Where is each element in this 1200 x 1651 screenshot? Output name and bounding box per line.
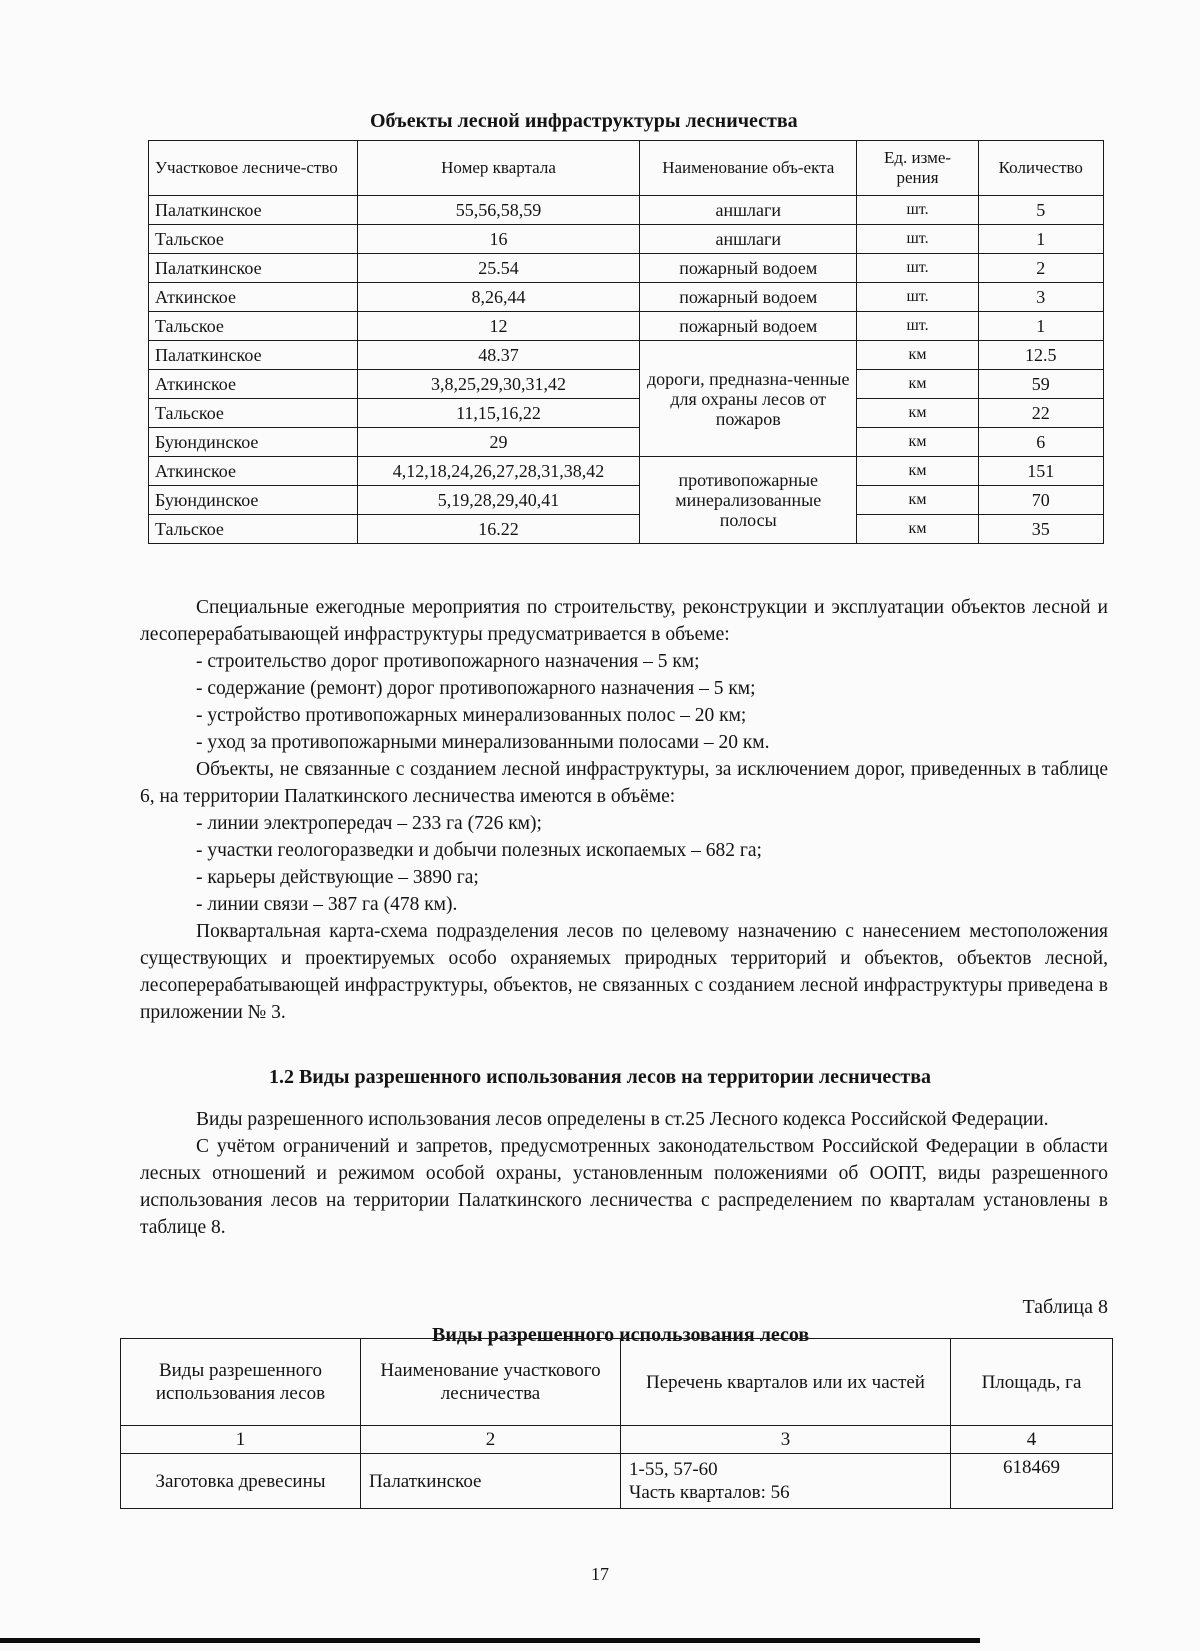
table-row: [149, 196, 1104, 225]
cell-object-merged: противопожарные минерализованные полосы: [640, 457, 857, 544]
cell-quarter: 29: [357, 428, 639, 457]
cell-quantity: 59: [978, 370, 1103, 399]
cell-district: Тальское: [149, 399, 358, 428]
cell-quarter: 4,12,18,24,26,27,28,31,38,42: [357, 457, 639, 486]
table-row: [149, 254, 1104, 283]
cell-unit: шт.: [857, 312, 978, 341]
table-row: [149, 225, 1104, 254]
header-object: Наименование объ-екта: [640, 141, 857, 196]
col-number: 2: [361, 1426, 621, 1454]
cell-district: Палаткинское: [149, 341, 358, 370]
cell-quantity: 1: [978, 225, 1103, 254]
cell-use-type: Заготовка древесины: [121, 1454, 361, 1509]
cell-quantity: 35: [978, 515, 1103, 544]
table-row: [149, 457, 1104, 486]
cell-district: Тальское: [149, 515, 358, 544]
cell-unit: шт.: [857, 196, 978, 225]
forest-use-table: [120, 1338, 1113, 1509]
list-item: - линии электропередач – 233 га (726 км);: [196, 813, 542, 834]
table-number-label: Таблица 8: [1022, 1296, 1108, 1318]
cell-quantity: 1: [978, 312, 1103, 341]
cell-quarters: [621, 1454, 951, 1509]
header-use-type: Виды разрешенного использования лесов: [121, 1339, 361, 1426]
section-title: 1.2 Виды разрешенного использования лесов на территории лесничества: [268, 1066, 932, 1088]
cell-unit: км: [857, 341, 978, 370]
cell-unit: км: [857, 428, 978, 457]
table-row: [149, 428, 1104, 457]
list-item: - уход за противопожарными минерализованными полосами – 20 км.: [196, 732, 770, 753]
table1-caption: Объекты лесной инфраструктуры лесничества: [370, 110, 798, 132]
list-item: - содержание (ремонт) дорог противопожарного назначения – 5 км;: [196, 678, 756, 699]
cell-quarter: 25.54: [357, 254, 639, 283]
cell-unit: км: [857, 457, 978, 486]
header-area: Площадь, га: [951, 1339, 1113, 1426]
cell-district: Аткинское: [149, 283, 358, 312]
col-number: 3: [621, 1426, 951, 1454]
cell-quantity: 5: [978, 196, 1103, 225]
col-number: 4: [951, 1426, 1113, 1454]
header-district: Участковое лесниче-ство: [149, 141, 358, 196]
cell-district: Буюндинское: [149, 486, 358, 515]
cell-object: пожарный водоем: [640, 254, 857, 283]
cell-object: аншлаги: [640, 225, 857, 254]
table-row: [149, 515, 1104, 544]
header-quarters: Перечень кварталов или их частей: [621, 1339, 951, 1426]
cell-district: Аткинское: [149, 457, 358, 486]
cell-quarter: 55,56,58,59: [357, 196, 639, 225]
table2-caption: Виды разрешенного использования лесов: [432, 1324, 810, 1346]
paragraph: Объекты, не связанные с созданием лесной инфраструктуры, за исключением дорог, приведенных в таблице 6, на территории Палаткинского лесничества имеются в объёме:: [140, 759, 1108, 807]
list-item: - линии связи – 387 га (478 км).: [196, 894, 458, 915]
cell-unit: км: [857, 486, 978, 515]
cell-quantity: 6: [978, 428, 1103, 457]
cell-quantity: 3: [978, 283, 1103, 312]
cell-district: Тальское: [149, 312, 358, 341]
table-row: [149, 370, 1104, 399]
header-unit: Ед. изме-рения: [857, 141, 978, 196]
cell-quantity: 2: [978, 254, 1103, 283]
cell-unit: км: [857, 515, 978, 544]
cell-quantity: 151: [978, 457, 1103, 486]
cell-quarter: 5,19,28,29,40,41: [357, 486, 639, 515]
cell-unit: шт.: [857, 225, 978, 254]
col-number: 1: [121, 1426, 361, 1454]
scan-edge-line: [0, 1638, 980, 1643]
table-row: [121, 1454, 1113, 1509]
cell-quarter: 48.37: [357, 341, 639, 370]
header-district: Наименование участкового лесничества: [361, 1339, 621, 1426]
table-header-row: [149, 141, 1104, 196]
table-row: [149, 312, 1104, 341]
paragraph: Виды разрешенного использования лесов определены в ст.25 Лесного кодекса Российской Федерации.: [196, 1109, 1049, 1130]
cell-district: Тальское: [149, 225, 358, 254]
table-row: [149, 399, 1104, 428]
cell-object-merged: дороги, предназна-ченные для охраны лесов от пожаров: [640, 341, 857, 457]
list-item: - строительство дорог противопожарного назначения – 5 км;: [196, 651, 700, 672]
cell-quarter: 16: [357, 225, 639, 254]
paragraph: Поквартальная карта-схема подразделения лесов по целевому назначению с нанесением местоположения существующих и проектируемых особо охраняемых природных территорий и объектов, объектов лесной, лесоперерабатывающей инфраструктуры, объектов, не связанных с созданием лесной инфраструктуры приведена в приложении № 3.: [140, 921, 1108, 1023]
list-item: - участки геологоразведки и добычи полезных ископаемых – 682 га;: [196, 840, 762, 861]
table-row: [149, 486, 1104, 515]
quarters-line: Часть кварталов: 56: [629, 1482, 790, 1503]
cell-quantity: 22: [978, 399, 1103, 428]
cell-unit: шт.: [857, 254, 978, 283]
cell-quarter: 11,15,16,22: [357, 399, 639, 428]
list-item: - карьеры действующие – 3890 га;: [196, 867, 479, 888]
cell-quarter: 3,8,25,29,30,31,42: [357, 370, 639, 399]
header-quantity: Количество: [978, 141, 1103, 196]
cell-unit: шт.: [857, 283, 978, 312]
cell-quantity: 12.5: [978, 341, 1103, 370]
cell-area: 618469: [951, 1454, 1113, 1509]
cell-district: Палаткинское: [149, 196, 358, 225]
table-row: [149, 283, 1104, 312]
cell-quarter: 8,26,44: [357, 283, 639, 312]
paragraph: С учётом ограничений и запретов, предусмотренных законодательством Российской Федерации в области лесных отношений и режимом особой охраны, установленным положениями об ООПТ, виды разрешенного использования лесов на территории Палаткинского лесничества с распределением по кварталам установлены в таблице 8.: [140, 1136, 1108, 1238]
table-header-row: [121, 1339, 1113, 1426]
infrastructure-table: [148, 140, 1104, 544]
cell-quarter: 16.22: [357, 515, 639, 544]
column-number-row: [121, 1426, 1113, 1454]
cell-unit: км: [857, 399, 978, 428]
cell-quantity: 70: [978, 486, 1103, 515]
list-item: - устройство противопожарных минерализованных полос – 20 км;: [196, 705, 747, 726]
quarters-line: 1-55, 57-60: [629, 1459, 718, 1480]
section-body: [140, 1106, 1108, 1241]
cell-district: Аткинское: [149, 370, 358, 399]
cell-object: аншлаги: [640, 196, 857, 225]
cell-district: Буюндинское: [149, 428, 358, 457]
cell-object: пожарный водоем: [640, 312, 857, 341]
cell-object: пожарный водоем: [640, 283, 857, 312]
cell-district: Палаткинское: [361, 1454, 621, 1509]
body-text: [140, 594, 1108, 1026]
header-quarter: Номер квартала: [357, 141, 639, 196]
table-row: [149, 341, 1104, 370]
cell-unit: км: [857, 370, 978, 399]
paragraph: Специальные ежегодные мероприятия по строительству, реконструкции и эксплуатации объектов лесной и лесоперерабатывающей инфраструктуры предусматривается в объеме:: [140, 597, 1108, 645]
page-number: 17: [591, 1564, 609, 1584]
cell-quarter: 12: [357, 312, 639, 341]
cell-district: Палаткинское: [149, 254, 358, 283]
